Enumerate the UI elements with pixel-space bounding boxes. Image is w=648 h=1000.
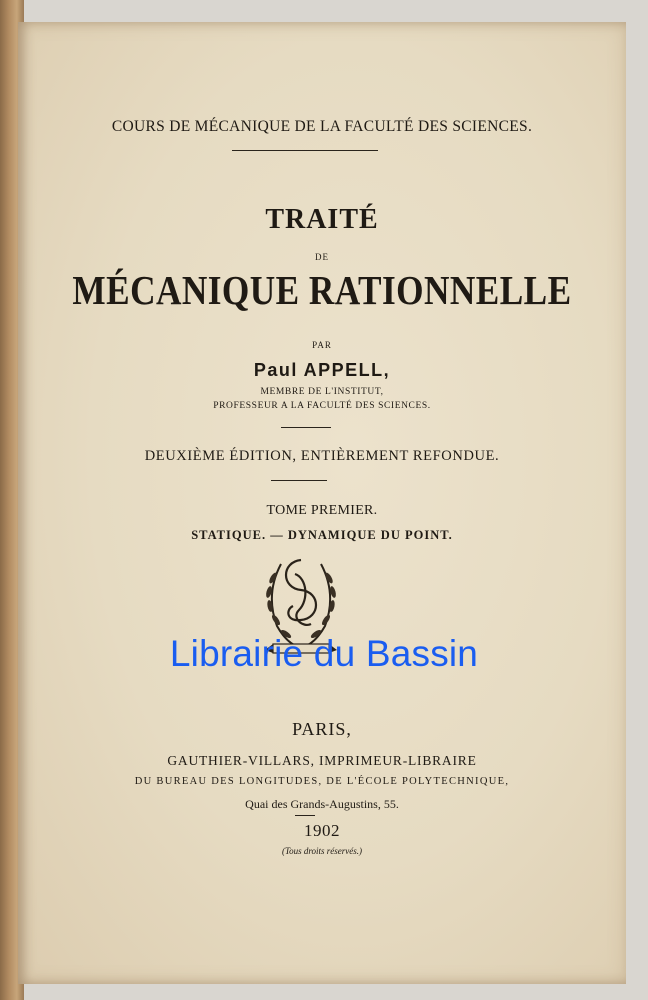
divider-rule xyxy=(281,427,331,428)
publication-city: PARIS, xyxy=(292,719,352,739)
title-connector: DE xyxy=(315,252,329,262)
edition-line: DEUXIÈME ÉDITION, ENTIÈREMENT REFONDUE. xyxy=(144,448,500,464)
volume-label: TOME PREMIER. xyxy=(266,503,378,518)
divider-rule xyxy=(271,480,327,481)
author-name: Paul APPELL, xyxy=(253,360,391,380)
divider-rule xyxy=(295,815,315,816)
author-affiliation-2: PROFESSEUR A LA FACULTÉ DES SCIENCES. xyxy=(213,401,431,411)
watermark-text: Librairie du Bassin xyxy=(169,633,479,674)
publisher-affiliation: DU BUREAU DES LONGITUDES, DE L'ÉCOLE POLYTECHNIQUE, xyxy=(134,776,510,787)
publisher-name: GAUTHIER-VILLARS, IMPRIMEUR-LIBRAIRE xyxy=(167,753,477,768)
by-label: PAR xyxy=(312,340,332,350)
publisher-address: Quai des Grands-Augustins, 55. xyxy=(245,797,399,811)
main-title: MÉCANIQUE RATIONNELLE xyxy=(72,267,572,313)
rights-notice: (Tous droits réservés.) xyxy=(281,846,363,856)
series-heading: COURS DE MÉCANIQUE DE LA FACULTÉ DES SCIENCES. xyxy=(111,118,533,135)
divider-rule xyxy=(232,150,378,151)
author-affiliation-1: MEMBRE DE L'INSTITUT, xyxy=(260,387,384,397)
publication-year: 1902 xyxy=(304,821,340,840)
title-page xyxy=(18,22,626,984)
title-line-1: TRAITÉ xyxy=(265,204,379,235)
volume-subject: STATIQUE. — DYNAMIQUE DU POINT. xyxy=(191,528,453,542)
